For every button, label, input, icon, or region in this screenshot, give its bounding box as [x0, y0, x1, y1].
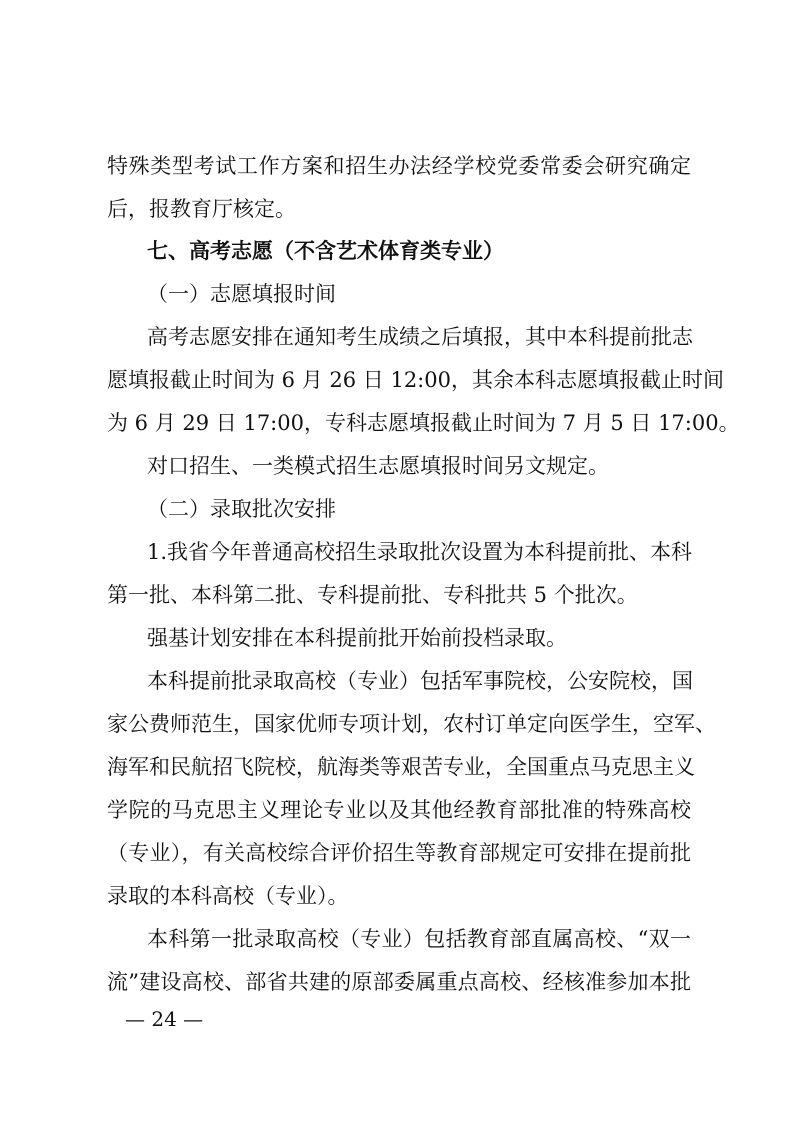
- paragraph-line: 第一批、本科第二批、专科提前批、专科批共 5 个批次。: [107, 583, 638, 607]
- paragraph-line: 流”建设高校、部省共建的原部委属重点高校、经核准参加本批: [107, 970, 691, 994]
- subsection-heading: （一）志愿填报时间: [147, 282, 336, 306]
- paragraph-line: 学院的马克思主义理论专业以及其他经教育部批准的特殊高校: [107, 798, 691, 822]
- section-heading: 七、高考志愿（不含艺术体育类专业）: [147, 239, 504, 263]
- paragraph-line: 高考志愿安排在通知考生成绩之后填报，其中本科提前批志: [147, 325, 693, 349]
- paragraph-line: 本科第一批录取高校（专业）包括教育部直属高校、“双一: [147, 927, 691, 951]
- subsection-heading: （二）录取批次安排: [147, 497, 336, 521]
- paragraph-line: 家公费师范生，国家优师专项计划，农村订单定向医学生，空军、: [107, 712, 716, 736]
- paragraph-line: 录取的本科高校（专业）。: [107, 884, 349, 908]
- paragraph-line: 对口招生、一类模式招生志愿填报时间另文规定。: [147, 454, 609, 478]
- paragraph-line: （专业），有关高校综合评价招生等教育部规定可安排在提前批: [107, 841, 691, 865]
- paragraph-line: 特殊类型考试工作方案和招生办法经学校党委常委会研究确定: [107, 154, 691, 178]
- paragraph-line: 海军和民航招飞院校，航海类等艰苦专业，全国重点马克思主义: [107, 755, 695, 779]
- page-number: — 24 —: [125, 1007, 204, 1031]
- paragraph-line: 愿填报截止时间为 6 月 26 日 12:00，其余本科志愿填报截止时间: [107, 368, 724, 392]
- paragraph-line: 为 6 月 29 日 17:00，专科志愿填报截止时间为 7 月 5 日 17:00。: [107, 411, 740, 435]
- paragraph-line: 后，报教育厅核定。: [107, 197, 296, 221]
- paragraph-line: 本科提前批录取高校（专业）包括军事院校，公安院校，国: [147, 669, 693, 693]
- paragraph-line: 1.我省今年普通高校招生录取批次设置为本科提前批、本科: [147, 540, 693, 564]
- paragraph-line: 强基计划安排在本科提前批开始前投档录取。: [147, 626, 567, 650]
